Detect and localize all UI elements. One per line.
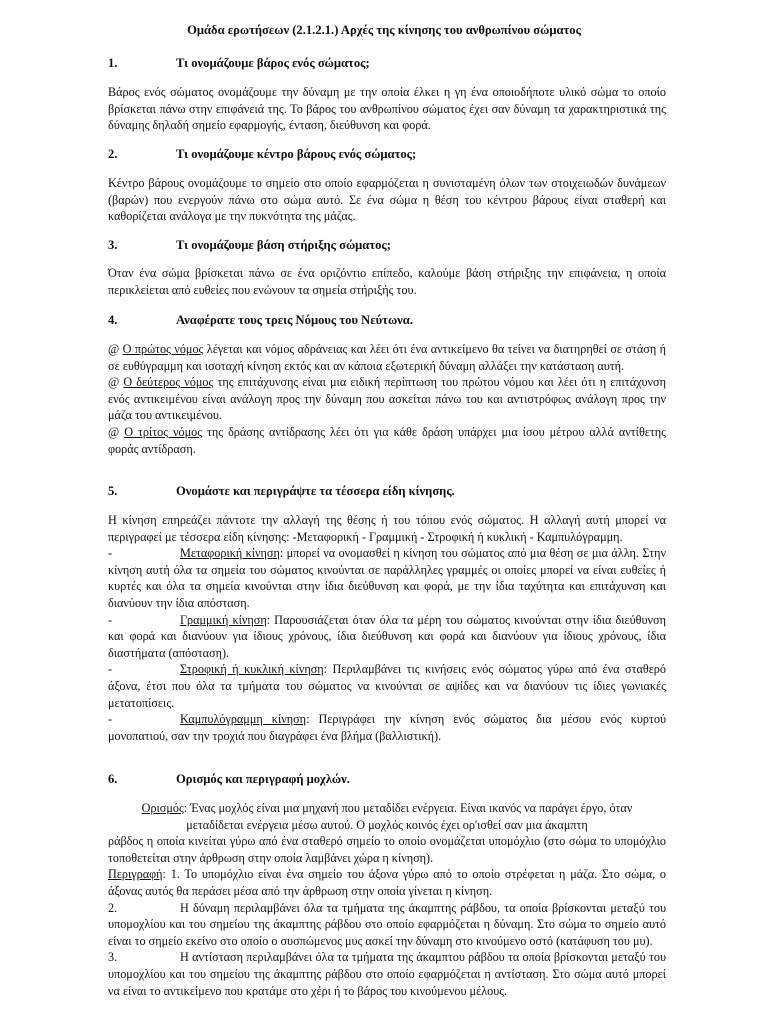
answer-3: Όταν ένα σώμα βρίσκεται πάνω σε ένα οριζόντιο επίπεδο, καλούμε βάση στήριξης την επιφάνεια, η οποία περικλείεται από ευθείες που ενώνουν τα σημεία στήριξής του. <box>108 266 666 297</box>
newton-law-3 <box>108 424 666 457</box>
motion-text: : μπορεί να ονομασθεί η κίνηση του σώματος από μια θέση σε μια άλλη. Στην κίνηση αυτή όλα τα σημεία του σώματος κινούνται σε παράλληλες γραμμές οι οποίες μπορεί να είναι ευθείες ή κυρτές και όλα τα σημεία κινούνται στην ίδια διεύθυνση και φορά, με την ίδια ταχύτητα και επιτάχυνση και διανύουν την ίδια απόσταση. <box>108 546 666 610</box>
dash-marker: - <box>108 712 113 727</box>
question-5 <box>108 483 455 500</box>
motion-type-3 <box>108 661 666 711</box>
law-name: Ο τρίτος νόμος <box>124 424 203 439</box>
question-3 <box>108 237 391 254</box>
motion-type-2 <box>108 612 666 662</box>
motion-name: Στροφική ή κυκλική κίνηση <box>180 662 324 677</box>
description-text: : 1. Το υπομόχλιο είναι ένα σημείο του άξονα γύρω από το οποίο στρέφεται η μάζα. Στο σώμα, ο άξονας αυτός θα περάσει μέσα από την άρθρωση στην οποία γίνεται η κίνηση. <box>108 867 666 898</box>
law-text: της επιτάχυνσης είναι μια ειδική περίπτωση του πρώτου νόμου και λέει ότι η επιτάχυνση ενός αντικειμένου είναι ανάλογη προς την δύναμη που ασκείται πάνω του και αντιστρόφως ανάλογη προς την μάζα του αντικειμένου. <box>108 375 666 423</box>
law-name: Ο πρώτος νόμος <box>122 342 204 356</box>
motion-text: : Παρουσιάζεται όταν όλα τα μέρη του σώματος κινούνται στην ίδια διεύθυνση και φορά και διανύουν για ίδιους χρόνους, ίδια διεύθυνση και φορά και διανύουν για ίδιους χρόνους, ίδια διαστήματα (απόσταση). <box>108 612 666 660</box>
newton-law-1 <box>108 341 666 374</box>
question-1 <box>108 55 370 72</box>
question-4 <box>108 312 413 329</box>
lever-definition-line-2: μεταδίδεται ενέργεια μέσω αυτού. Ο μοχλός κοινός έχει ορ'ισθεί σαν μια άκαμπτη <box>186 817 588 832</box>
motion-name: Γραμμική κίνηση <box>180 612 267 627</box>
point-number: 3. <box>108 950 118 965</box>
lever-definition-line-1 <box>108 800 666 817</box>
law-text: λέγεται και νόμος αδράνειας και λέει ότι ένα αντικείμενο θα τείνει να διατηρηθεί σε στάση ή σε ευθύγραμμη και ισοταχή κίνηση εκτός και αν κάποια εξωτερική δύναμη αλλάξει την κατάσταση αυτή. <box>108 342 666 373</box>
answer-5 <box>108 512 666 744</box>
dash-marker: - <box>108 662 113 677</box>
question-2 <box>108 146 416 163</box>
question-number: 5. <box>108 484 118 498</box>
bullet-marker: @ <box>108 342 123 356</box>
lever-point-2 <box>108 900 666 950</box>
answer-6 <box>108 800 666 999</box>
point-text: Η δύναμη περιλαμβάνει όλα τα τμήματα της άκαμπτης ράβδου, τα οποία βρίσκονται μεταξύ του υπομοχλίου και του σημείου της άκαμπτης ράβδου στο οποίο εφαρμόζεται η δύναμη. Στο σώμα το σημείο αυτό είναι το σημείο εκείνο στο οποίο ο συσπώμενος μυς ασκεί την δύναμη στο κινούμενο οστό (κατάφυση του μυ). <box>108 900 666 948</box>
dash-marker: - <box>108 546 113 561</box>
motion-name: Μεταφορική κίνηση <box>180 546 280 561</box>
motion-text: : Περιλαμβάνει τις κινήσεις ενός σώματος γύρω από ένα σταθερό άξονα, έτσι που όλα τα τμήματα του σώματος να κινούνται σε αψίδες και να διανύουν τις ίδιες γωνιακές μετατοπίσεις. <box>108 662 666 710</box>
motion-type-1 <box>108 545 666 611</box>
motion-intro: Η κίνηση επηρεάζει πάντοτε την αλλαγή της θέσης ή του τόπου ενός σώματος. Η αλλαγή αυτή μπορεί να περιγραφεί με τέσσερα είδη κίνησης: -Μεταφορική - Γραμμική - Στροφική ή κυκλική - Καμπυλόγραμμη. <box>108 513 666 544</box>
question-text: Αναφέρατε τους τρεις Νόμους του Νεύτωνα. <box>176 313 413 327</box>
question-text: Ορισμός και περιγραφή μοχλών. <box>176 772 350 786</box>
question-number: 4. <box>108 313 118 327</box>
question-number: 6. <box>108 772 118 786</box>
answer-1: Βάρος ενός σώματος ονομάζουμε την δύναμη με την οποία έλκει η γη ένα οποιοδήποτε υλικό σώμα το οποίο βρίσκεται πάνω στην επιφάνειά της. Το βάρος του ανθρωπίνου σώματος έχει σαν δύναμη τα χαρακτηριστικά της δύναμης δηλαδή σημείο εφαρμογής, ένταση, διεύθυνση και φορά. <box>108 85 666 133</box>
answer-2: Κέντρο βάρους ονομάζουμε το σημείο στο οποίο εφαρμόζεται η συνισταμένη όλων των στοιχειωδών δυνάμεων (βαρών) που ενεργούν πάνω στο σώμα αυτό. Σε ένα σώμα η θέση του κέντρου βάρους είναι σταθερή και καθορίζεται ανάλογα με την πυκνότητα της μάζας. <box>108 176 666 224</box>
lever-description <box>108 866 666 899</box>
answer-4 <box>108 341 666 457</box>
question-text: Ονομάστε και περιγράψτε τα τέσσερα είδη κίνησης. <box>176 484 455 498</box>
bullet-marker: @ <box>108 375 124 390</box>
dash-marker: - <box>108 612 113 627</box>
lever-definition-line-3: ράβδος η οποία κινείται γύρω από ένα σταθερό σημείο το οποίο ονομάζεται υπομόχλιο (στο σώμα το υπομόχλιο τοποθετείται στην άρθρωση στην οποία λαμβάνει χώρα η κίνηση). <box>108 834 666 865</box>
motion-text: : Περιγράφει την κίνηση ενός σώματος δια μέσου ενός κυρτού μονοπατιού, σαν την τροχιά που διαγράφει ένα βλήμα (βαλλιστική). <box>108 712 666 743</box>
definition-text: : Ένας μοχλός είναι μια μηχανή που μεταδίδει ενέργεια. Είναι ικανός να παράγει έργο, όταν <box>183 801 633 815</box>
point-text: Η αντίσταση περιλαμβάνει όλα τα τμήματα της άκαμπτου ράβδου τα οποία βρίσκονται μεταξύ του υπομοχλίου και του σημείου της άκαμπτης ράβδου στο οποίο εφαρμόζεται η αντίσταση. Στο σώμα αυτό μπορεί να είναι το αντικείμενο που κρατάμε στο χέρι ή το βάρος του κινούμενου μέλους. <box>108 950 666 998</box>
definition-label: Ορισμός <box>141 801 184 815</box>
lever-point-3 <box>108 949 666 999</box>
law-name: Ο δεύτερος νόμος <box>123 375 214 390</box>
motion-type-4 <box>108 711 666 744</box>
document-title: Ομάδα ερωτήσεων (2.1.2.1.) Αρχές της κίνησης του ανθρωπίνου σώματος <box>187 23 581 37</box>
bullet-marker: @ <box>108 424 125 439</box>
motion-name: Καμπυλόγραμμη κίνηση <box>180 712 307 727</box>
question-text: Τι ονομάζουμε κέντρο βάρους ενός σώματος; <box>176 147 417 161</box>
question-text: Τι ονομάζουμε βάση στήριξης σώματος; <box>176 238 391 252</box>
question-6 <box>108 771 350 788</box>
question-text: Τι ονομάζουμε βάρος ενός σώματος; <box>176 56 370 70</box>
question-number: 1. <box>108 56 118 70</box>
point-number: 2. <box>108 900 118 915</box>
newton-law-2 <box>108 374 666 424</box>
question-number: 3. <box>108 238 118 252</box>
law-text: της δράσης αντίδρασης λέει ότι για κάθε δράση υπάρχει μια ίσου μέτρου αλλά αντίθετης φοράς αντίδραση. <box>108 424 666 456</box>
question-number: 2. <box>108 147 118 161</box>
description-label: Περιγραφή <box>108 867 163 882</box>
